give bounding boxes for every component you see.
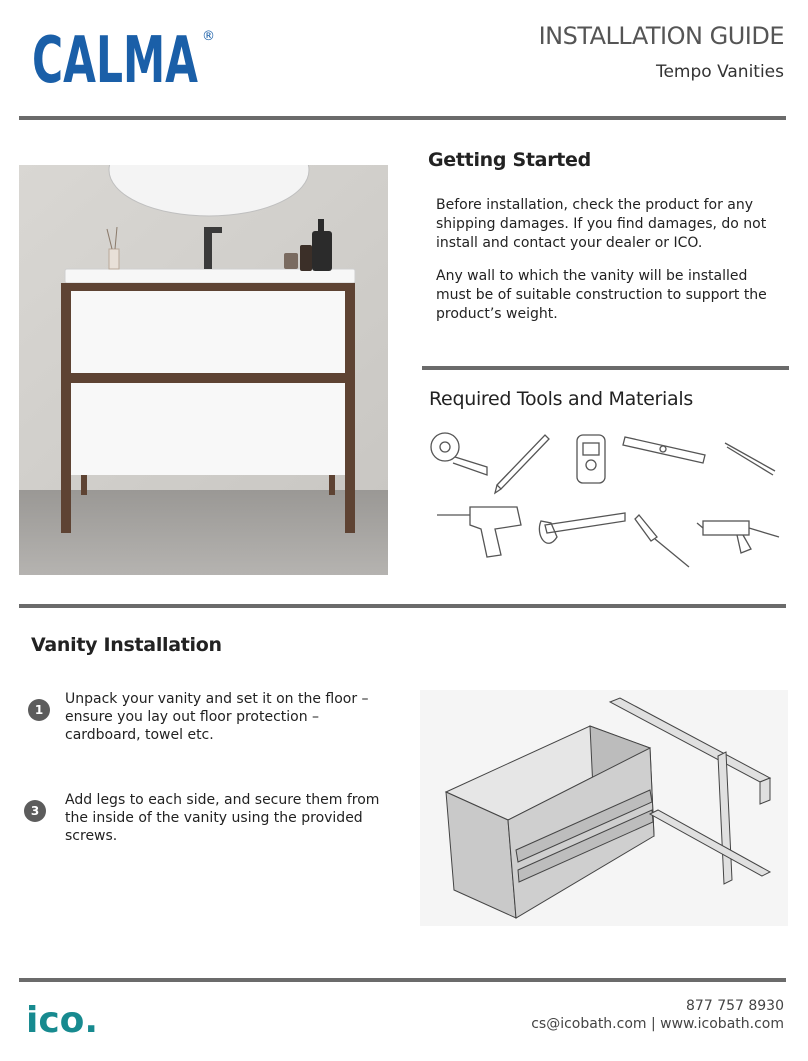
vanity-product-photo: [19, 165, 388, 575]
calma-logo: [32, 22, 222, 90]
getting-started-paragraph-2: Any wall to which the vanity will be installed must be of suitable construction to support the product’s weight.: [436, 268, 767, 322]
getting-started-paragraph-1: Before installation, check the product for any shipping damages. If you find damages, do not install and contact your dealer or ICO.: [436, 197, 767, 251]
ico-logo-text: ico.: [26, 1000, 96, 1038]
installation-divider: [19, 604, 786, 608]
step-3-text: Add legs to each side, and secure them from the inside of the vanity using the provided screws.: [65, 792, 380, 844]
stud-finder-icon: [577, 435, 605, 483]
document-subtitle: Tempo Vanities: [655, 62, 784, 82]
screwdriver-icon: [635, 515, 689, 567]
drill-icon: [437, 507, 521, 557]
level-icon: [623, 437, 705, 463]
drill-bit-icon: [725, 443, 775, 475]
footer-email-website[interactable]: cs@icobath.com | www.icobath.com: [531, 1016, 784, 1032]
tools-divider: [422, 366, 789, 370]
step-1-text: Unpack your vanity and set it on the floor – ensure you lay out floor protection – cardboard, towel etc.: [65, 691, 369, 743]
hammer-icon: [539, 513, 625, 543]
installation-heading: Vanity Installation: [31, 634, 222, 656]
footer-phone: 877 757 8930: [686, 998, 784, 1014]
pencil-icon: [495, 435, 549, 493]
footer-divider: [19, 978, 786, 982]
registered-mark: ®: [202, 29, 215, 44]
calma-logo-text: CALMA: [32, 24, 199, 90]
caulking-gun-icon: [697, 521, 779, 553]
getting-started-heading: Getting Started: [428, 149, 591, 171]
tape-measure-icon: [431, 433, 487, 475]
vanity-frame-illustration: [420, 690, 788, 926]
document-title: INSTALLATION GUIDE: [538, 22, 784, 50]
header-divider: [19, 116, 786, 120]
tools-heading: Required Tools and Materials: [429, 388, 693, 410]
step-1-badge: 1: [28, 699, 50, 721]
ico-logo: [26, 998, 96, 1038]
tools-illustrations: [425, 425, 790, 575]
step-3-badge: 3: [24, 800, 46, 822]
